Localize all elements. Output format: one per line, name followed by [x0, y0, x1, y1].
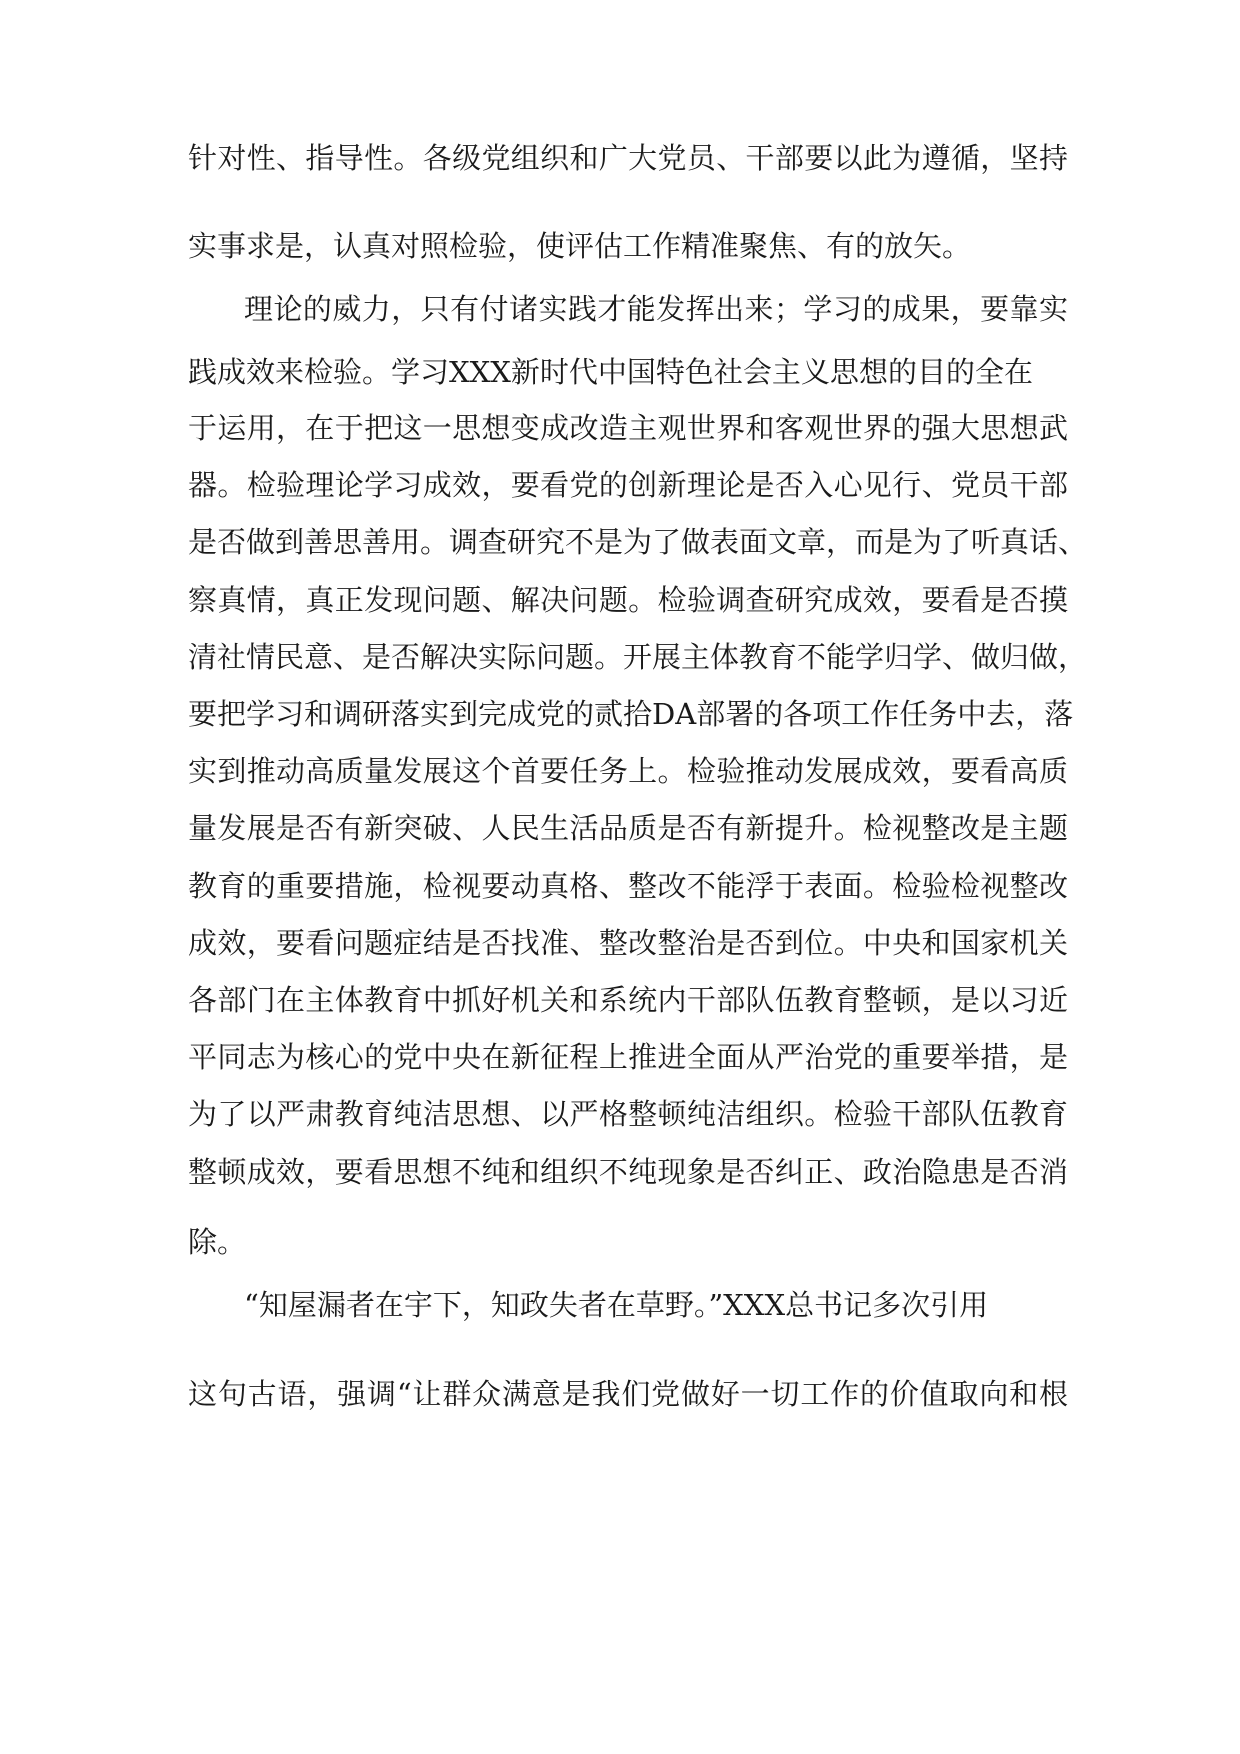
text-line: 量发展是否有新突破、人民生活品质是否有新提升。检视整改是主题	[188, 811, 1068, 845]
text-line: 践成效来检验。学习XXX新时代中国特色社会主义思想的目的全在	[188, 355, 1033, 389]
text-line: 清社情民意、是否解决实际问题。开展主体教育不能学归学、做归做，	[188, 640, 1088, 674]
text-line: 平同志为核心的党中央在新征程上推进全面从严治党的重要举措，是	[188, 1040, 1068, 1074]
text-line: 是否做到善思善用。调查研究不是为了做表面文章，而是为了听真话、	[188, 525, 1088, 559]
text-line: “知屋漏者在宇下，知政失者在草野。”XXX总书记多次引用	[244, 1288, 989, 1322]
text-line: 察真情，真正发现问题、解决问题。检验调查研究成效，要看是否摸	[188, 583, 1068, 617]
text-line: 除。	[188, 1225, 247, 1259]
text-line: 成效，要看问题症结是否找准、整改整治是否到位。中央和国家机关	[188, 926, 1068, 960]
text-line: 这句古语，强调“让群众满意是我们党做好一切工作的价值取向和根	[188, 1377, 1068, 1411]
text-line: 为了以严肃教育纯洁思想、以严格整顿纯洁组织。检验干部队伍教育	[188, 1097, 1068, 1131]
text-line: 整顿成效，要看思想不纯和组织不纯现象是否纠正、政治隐患是否消	[188, 1155, 1068, 1189]
text-line: 器。检验理论学习成效，要看党的创新理论是否入心见行、党员干部	[188, 468, 1068, 502]
text-line: 教育的重要措施，检视要动真格、整改不能浮于表面。检验检视整改	[188, 869, 1068, 903]
text-line: 实事求是，认真对照检验，使评估工作精准聚焦、有的放矢。	[188, 229, 972, 263]
text-line: 实到推动高质量发展这个首要任务上。检验推动发展成效，要看高质	[188, 754, 1068, 788]
text-line: 理论的威力，只有付诸实践才能发挥出来；学习的成果，要靠实	[244, 292, 1068, 326]
text-line: 针对性、指导性。各级党组织和广大党员、干部要以此为遵循，坚持	[188, 141, 1068, 175]
text-line: 各部门在主体教育中抓好机关和系统内干部队伍教育整顿，是以习近	[188, 983, 1068, 1017]
text-line: 要把学习和调研落实到完成党的贰拾DA部署的各项工作任务中去，落	[188, 697, 1074, 731]
text-line: 于运用，在于把这一思想变成改造主观世界和客观世界的强大思想武	[188, 411, 1068, 445]
